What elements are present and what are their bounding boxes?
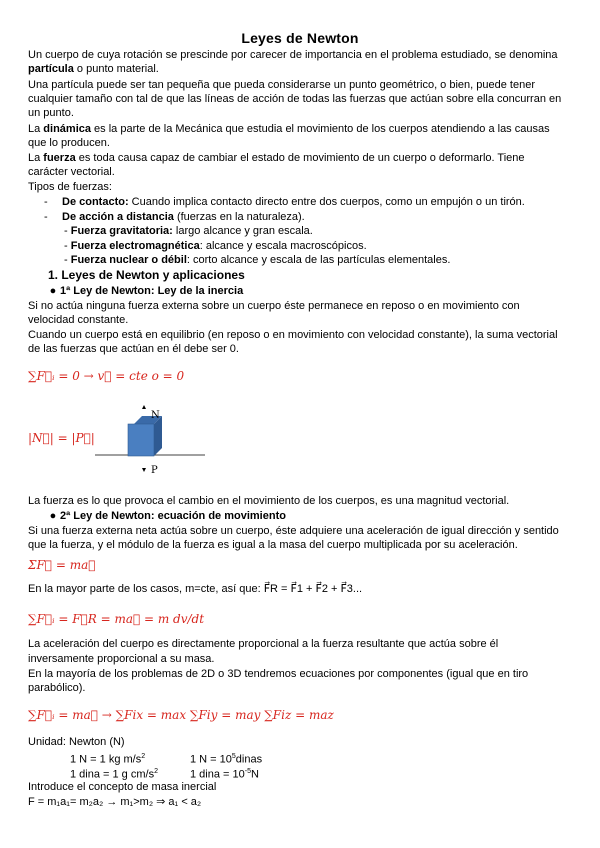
equation-n-equals-p: |N⃗| = |P⃗| <box>28 431 95 445</box>
fuerza-gravitatoria: - Fuerza gravitatoria: largo alcance y gran escala. <box>64 225 313 237</box>
fuerza-electromagnetica-text: : alcance y escala macroscópicos. <box>199 240 367 252</box>
unidad-line: Unidad: Newton (N) <box>28 736 125 748</box>
masa-inercial-line: Introduce el concepto de masa inercial <box>28 781 217 793</box>
fuerza-nuclear-text: : corto alcance y escala de las partículas elementales. <box>186 254 451 266</box>
equation-resultant: ∑F⃗ᵢ = F⃗R = ma⃗ = m dv/dt <box>28 612 205 626</box>
tipo-distancia-label: De acción a distancia <box>62 211 174 223</box>
law1-line-4: de las fuerzas que actúan en él debe ser 0. <box>28 343 239 355</box>
intro-line-7: que lo producen. <box>28 137 110 149</box>
bullet-dot: ● <box>49 510 57 522</box>
fuerza-electromagnetica: - Fuerza electromagnética: alcance y escala macroscópicos. <box>64 240 367 252</box>
unit-kg-text: 1 N = 1 kg m/s <box>70 753 142 766</box>
intro-line-9: carácter vectorial. <box>28 166 115 178</box>
intro-line-4: cualquier tamaño con tal de que las líneas de acción de todas las fuerzas que actúan sobre ella concurran en <box>28 93 562 105</box>
intro-line-3: Una partícula puede ser tan pequeña que pueda considerarse un punto geométrico, o bien, puede tener <box>28 79 535 91</box>
equation-equilibrium: ∑F⃗ᵢ = 0 → v⃗ = cte o = 0 <box>28 369 185 383</box>
unit-n-dinas-rest: dinas <box>235 753 263 766</box>
intro-line-5: un punto. <box>28 107 74 119</box>
masa-inercial-equation: F = m₁a₁= m₂a₂ → m₁>m₂ ⇒ a₁ < a₂ <box>28 796 202 808</box>
accel-line-1: La aceleración del cuerpo es directamente proporcional a la fuerza resultante que actúa sobre él <box>28 638 499 650</box>
tipo-contacto-label: De contacto: <box>62 196 129 208</box>
fuerza-nuclear: - Fuerza nuclear o débil: corto alcance y escala de las partículas elementales. <box>64 254 451 266</box>
intro-line-6-post: es la parte de la Mecánica que estudia el movimiento de los cuerpos atendiendo a las causas <box>90 123 550 135</box>
fuerza-gravitatoria-text: largo alcance y gran escala. <box>172 225 313 237</box>
law2-line-1: Si una fuerza externa neta actúa sobre un cuerpo, éste adquiere una aceleración de igual dirección y sentido <box>28 525 559 537</box>
law1-heading-text: 1ª Ley de Newton: Ley de la inercia <box>60 285 244 297</box>
dash-bullet: - <box>44 196 48 208</box>
unit-dina-exp: 2 <box>154 768 158 775</box>
unit-dina-n-text: 1 dina = 10 <box>190 768 245 781</box>
unit-dina-n-rest: N <box>250 768 259 781</box>
tipos-heading: Tipos de fuerzas: <box>28 181 112 193</box>
unit-dina-n-exp: -5 <box>244 768 251 775</box>
unit-n-dinas-text: 1 N = 10 <box>190 753 232 766</box>
fuerza-nuclear-label: Fuerza nuclear o débil <box>70 254 187 266</box>
arrow-down-icon <box>142 468 146 472</box>
intro-line-8-pre: La <box>28 152 44 164</box>
term-fuerza: fuerza <box>43 152 76 164</box>
label-p: P <box>151 465 158 476</box>
law1-line-1: Si no actúa ninguna fuerza externa sobre un cuerpo éste permanece en reposo o en movimiento con <box>28 300 520 312</box>
fuerza-gravitatoria-label: Fuerza gravitatoria: <box>70 225 173 237</box>
equation-components: ∑F⃗ᵢ = ma⃗ → ∑Fix = max ∑Fiy = may ∑Fiz = maz <box>28 708 334 722</box>
intro-line-1: Un cuerpo de cuya rotación se prescinde por carecer de importancia en el problema estudiado, se denomina <box>28 49 558 61</box>
label-n: N <box>151 410 160 421</box>
tipo-distancia-text: (fuerzas en la naturaleza). <box>173 211 305 223</box>
mass-constant-line: En la mayor parte de los casos, m=cte, así que: F⃗R = F⃗1 + F⃗2 + F⃗3... <box>28 583 363 595</box>
law2-line-2: que la fuerza, y el módulo de la fuerza es igual a la masa del cuerpo multiplicada por su aceleración. <box>28 539 518 551</box>
accel-line-4: parabólico). <box>28 682 86 694</box>
unit-dina-text: 1 dina = 1 g cm/s <box>70 768 155 781</box>
intro-line-2-text: o punto material. <box>73 63 159 75</box>
block-front <box>128 424 154 456</box>
page-title: Leyes de Newton <box>241 30 359 46</box>
accel-line-2: inversamente proporcional a su masa. <box>28 653 215 665</box>
arrow-up-icon <box>142 405 146 409</box>
intro-line-8-post: es toda causa capaz de cambiar el estado de movimiento de un cuerpo o deformarlo. Tiene <box>75 152 525 164</box>
law1-line-2: velocidad constante. <box>28 314 129 326</box>
bullet-dot: ● <box>49 285 57 297</box>
intro-line-6-pre: La <box>28 123 44 135</box>
equation-newton-2: ΣF⃗ = ma⃗ <box>28 558 96 572</box>
fuerza-electromagnetica-label: Fuerza electromagnética <box>70 240 200 252</box>
law2-heading-text: 2ª Ley de Newton: ecuación de movimiento <box>60 510 286 522</box>
dash-bullet: - <box>44 211 48 223</box>
tipo-contacto-text: Cuando implica contacto directo entre dos cuerpos, como un empujón o un tirón. <box>128 196 525 208</box>
after-figure-line: La fuerza es lo que provoca el cambio en el movimiento de los cuerpos, es una magnitud vectorial. <box>28 495 510 507</box>
term-particula: partícula <box>28 63 74 75</box>
unit-kg-exp: 2 <box>141 753 146 760</box>
law2-heading <box>46 509 286 523</box>
law1-line-3: Cuando un cuerpo está en equilibrio (en reposo o en movimiento con velocidad constante), la suma vectorial <box>28 329 558 341</box>
accel-line-3: En la mayoría de los problemas de 2D o 3D tendremos ecuaciones por componentes (igual que en tiro <box>28 668 529 680</box>
unit-n-dinas-exp: 5 <box>231 753 236 760</box>
term-dinamica: dinámica <box>43 123 91 135</box>
section-1-heading: 1. Leyes de Newton y aplicaciones <box>48 268 245 282</box>
